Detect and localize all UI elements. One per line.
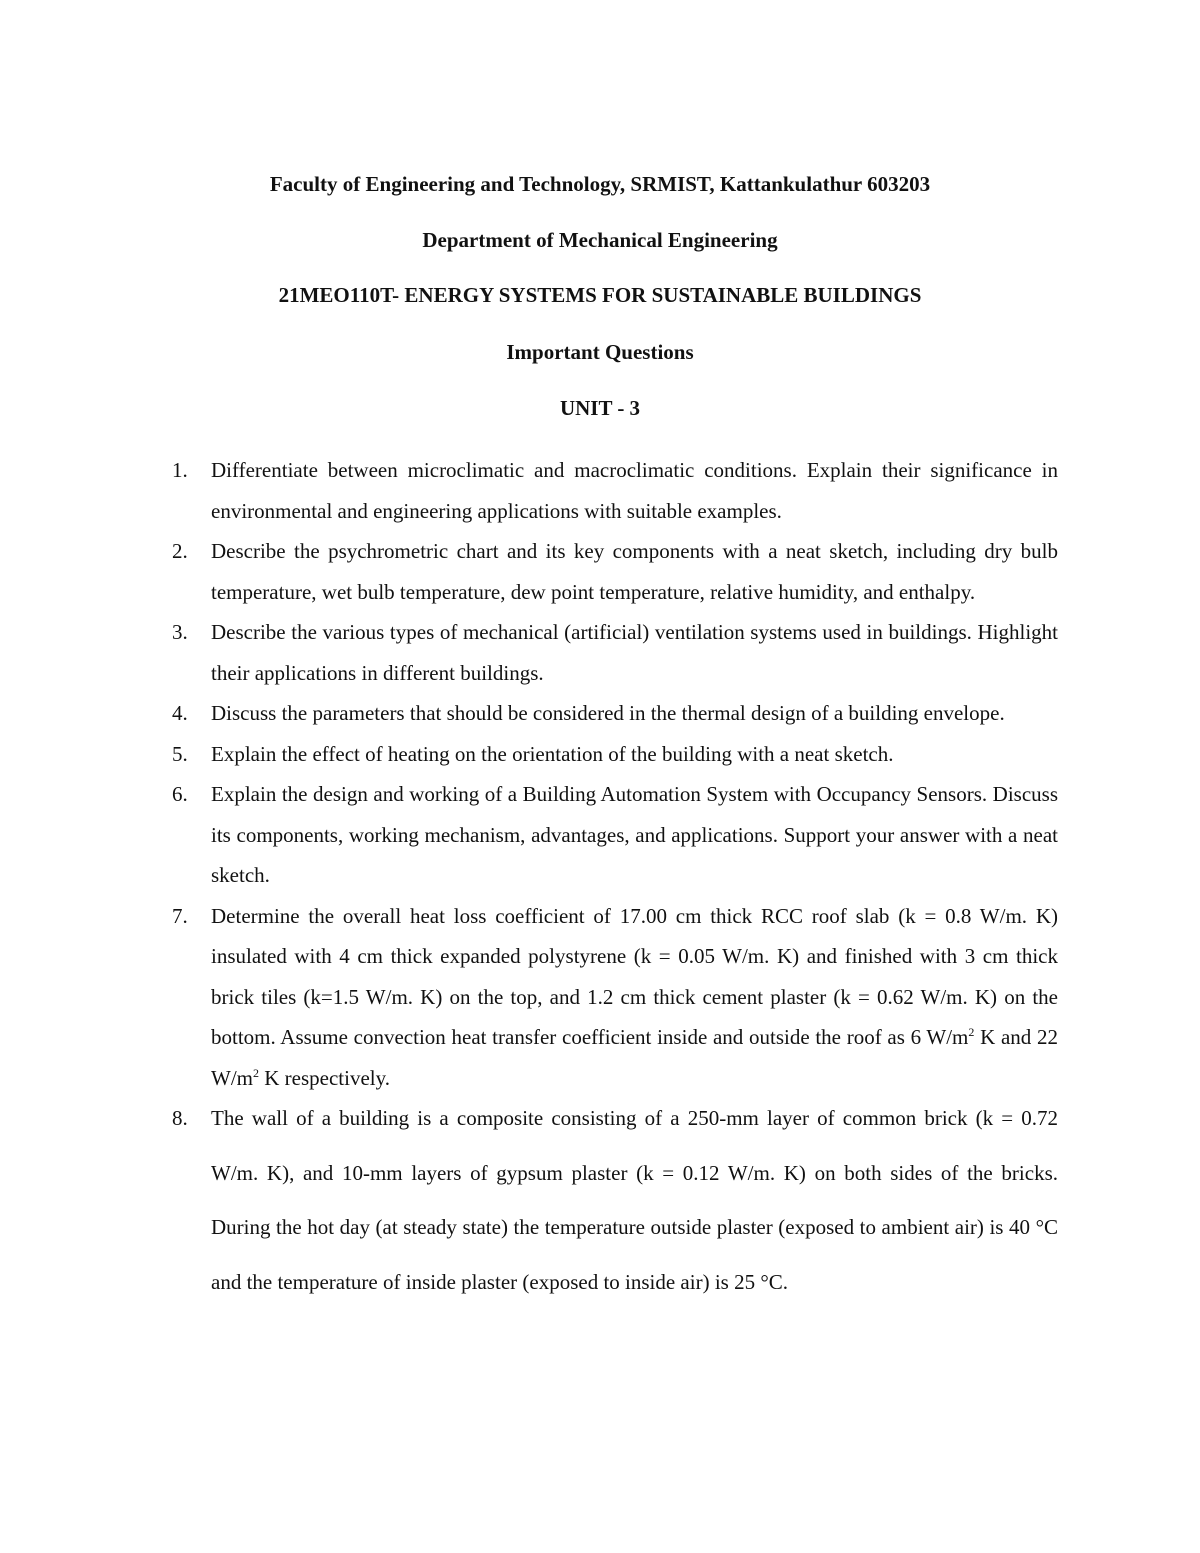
question-text: The wall of a building is a composite consisting of a 250-mm layer of common brick (k = 0.72 W/m. K), and 10-mm layers of gypsum plaster (k = 0.12 W/m. K) on both sides of the bricks. During the hot day (at steady state) the temperature outside plaster (exposed to ambient air) is 40 °C and the temperature of inside plaster (exposed to inside air) is 25 °C. xyxy=(211,1106,1058,1294)
question-text-main: Determine the overall heat loss coefficient of 17.00 cm thick RCC roof slab (k = 0.8 W/m. K) insulated with 4 cm thick expanded polystyrene (k = 0.05 W/m. K) and finished with 3 cm thick brick tiles (k=1.5 W/m. K) on the top, and 1.2 cm thick cement plaster (k = 0.62 W/m. K) on the bottom. Assume convection heat transfer coefficient inside and outside the roof as 6 W/m xyxy=(211,903,1058,1049)
superscript: 2 xyxy=(968,1025,975,1039)
question-text: Explain the design and working of a Building Automation System with Occupancy Sensors. Discuss its components, working mechanism, advantages, and applications. Support your answer with a neat sketch. xyxy=(211,782,1058,887)
department-heading: Department of Mechanical Engineering xyxy=(422,228,778,252)
question-item xyxy=(0,531,1200,612)
question-number: 4. xyxy=(172,701,188,725)
question-number: 5. xyxy=(172,741,188,766)
question-text: Differentiate between microclimatic and macroclimatic conditions. Explain their significance in environmental and engineering applications with suitable examples. xyxy=(211,458,1058,523)
question-item xyxy=(0,734,1200,775)
question-text xyxy=(211,896,1058,1099)
superscript: 2 xyxy=(253,1065,259,1080)
question-item xyxy=(0,693,1200,734)
question-item xyxy=(0,450,1200,531)
question-text-mid: K and 22 W/m xyxy=(211,1025,1058,1090)
question-text: Explain the effect of heating on the orientation of the building with a neat sketch. xyxy=(211,741,894,766)
course-heading: 21MEO110T- ENERGY SYSTEMS FOR SUSTAINABLE BUILDINGS xyxy=(278,283,922,307)
question-item xyxy=(0,896,1200,1099)
question-list xyxy=(0,450,1200,1309)
document-title: Important Questions xyxy=(506,340,694,364)
unit-heading: UNIT - 3 xyxy=(559,396,641,420)
question-item xyxy=(0,774,1200,896)
question-number: 1. xyxy=(172,458,188,482)
faculty-heading: Faculty of Engineering and Technology, SRMIST, Kattankulathur 603203 xyxy=(269,172,931,196)
question-number: 6. xyxy=(172,782,188,806)
question-number: 7. xyxy=(172,903,188,928)
question-number: 3. xyxy=(172,620,188,644)
question-number: 8. xyxy=(172,1106,188,1130)
question-number: 2. xyxy=(172,539,188,563)
question-text: Discuss the parameters that should be considered in the thermal design of a building envelope. xyxy=(211,701,1005,725)
question-text: Describe the psychrometric chart and its key components with a neat sketch, including dry bulb temperature, wet bulb temperature, dew point temperature, relative humidity, and enthalpy. xyxy=(211,539,1058,604)
question-item xyxy=(0,612,1200,693)
question-item xyxy=(0,1091,1200,1309)
question-text: Describe the various types of mechanical (artificial) ventilation systems used in buildings. Highlight their applications in different buildings. xyxy=(211,620,1058,685)
question-text-end: K respectively. xyxy=(259,1065,391,1090)
